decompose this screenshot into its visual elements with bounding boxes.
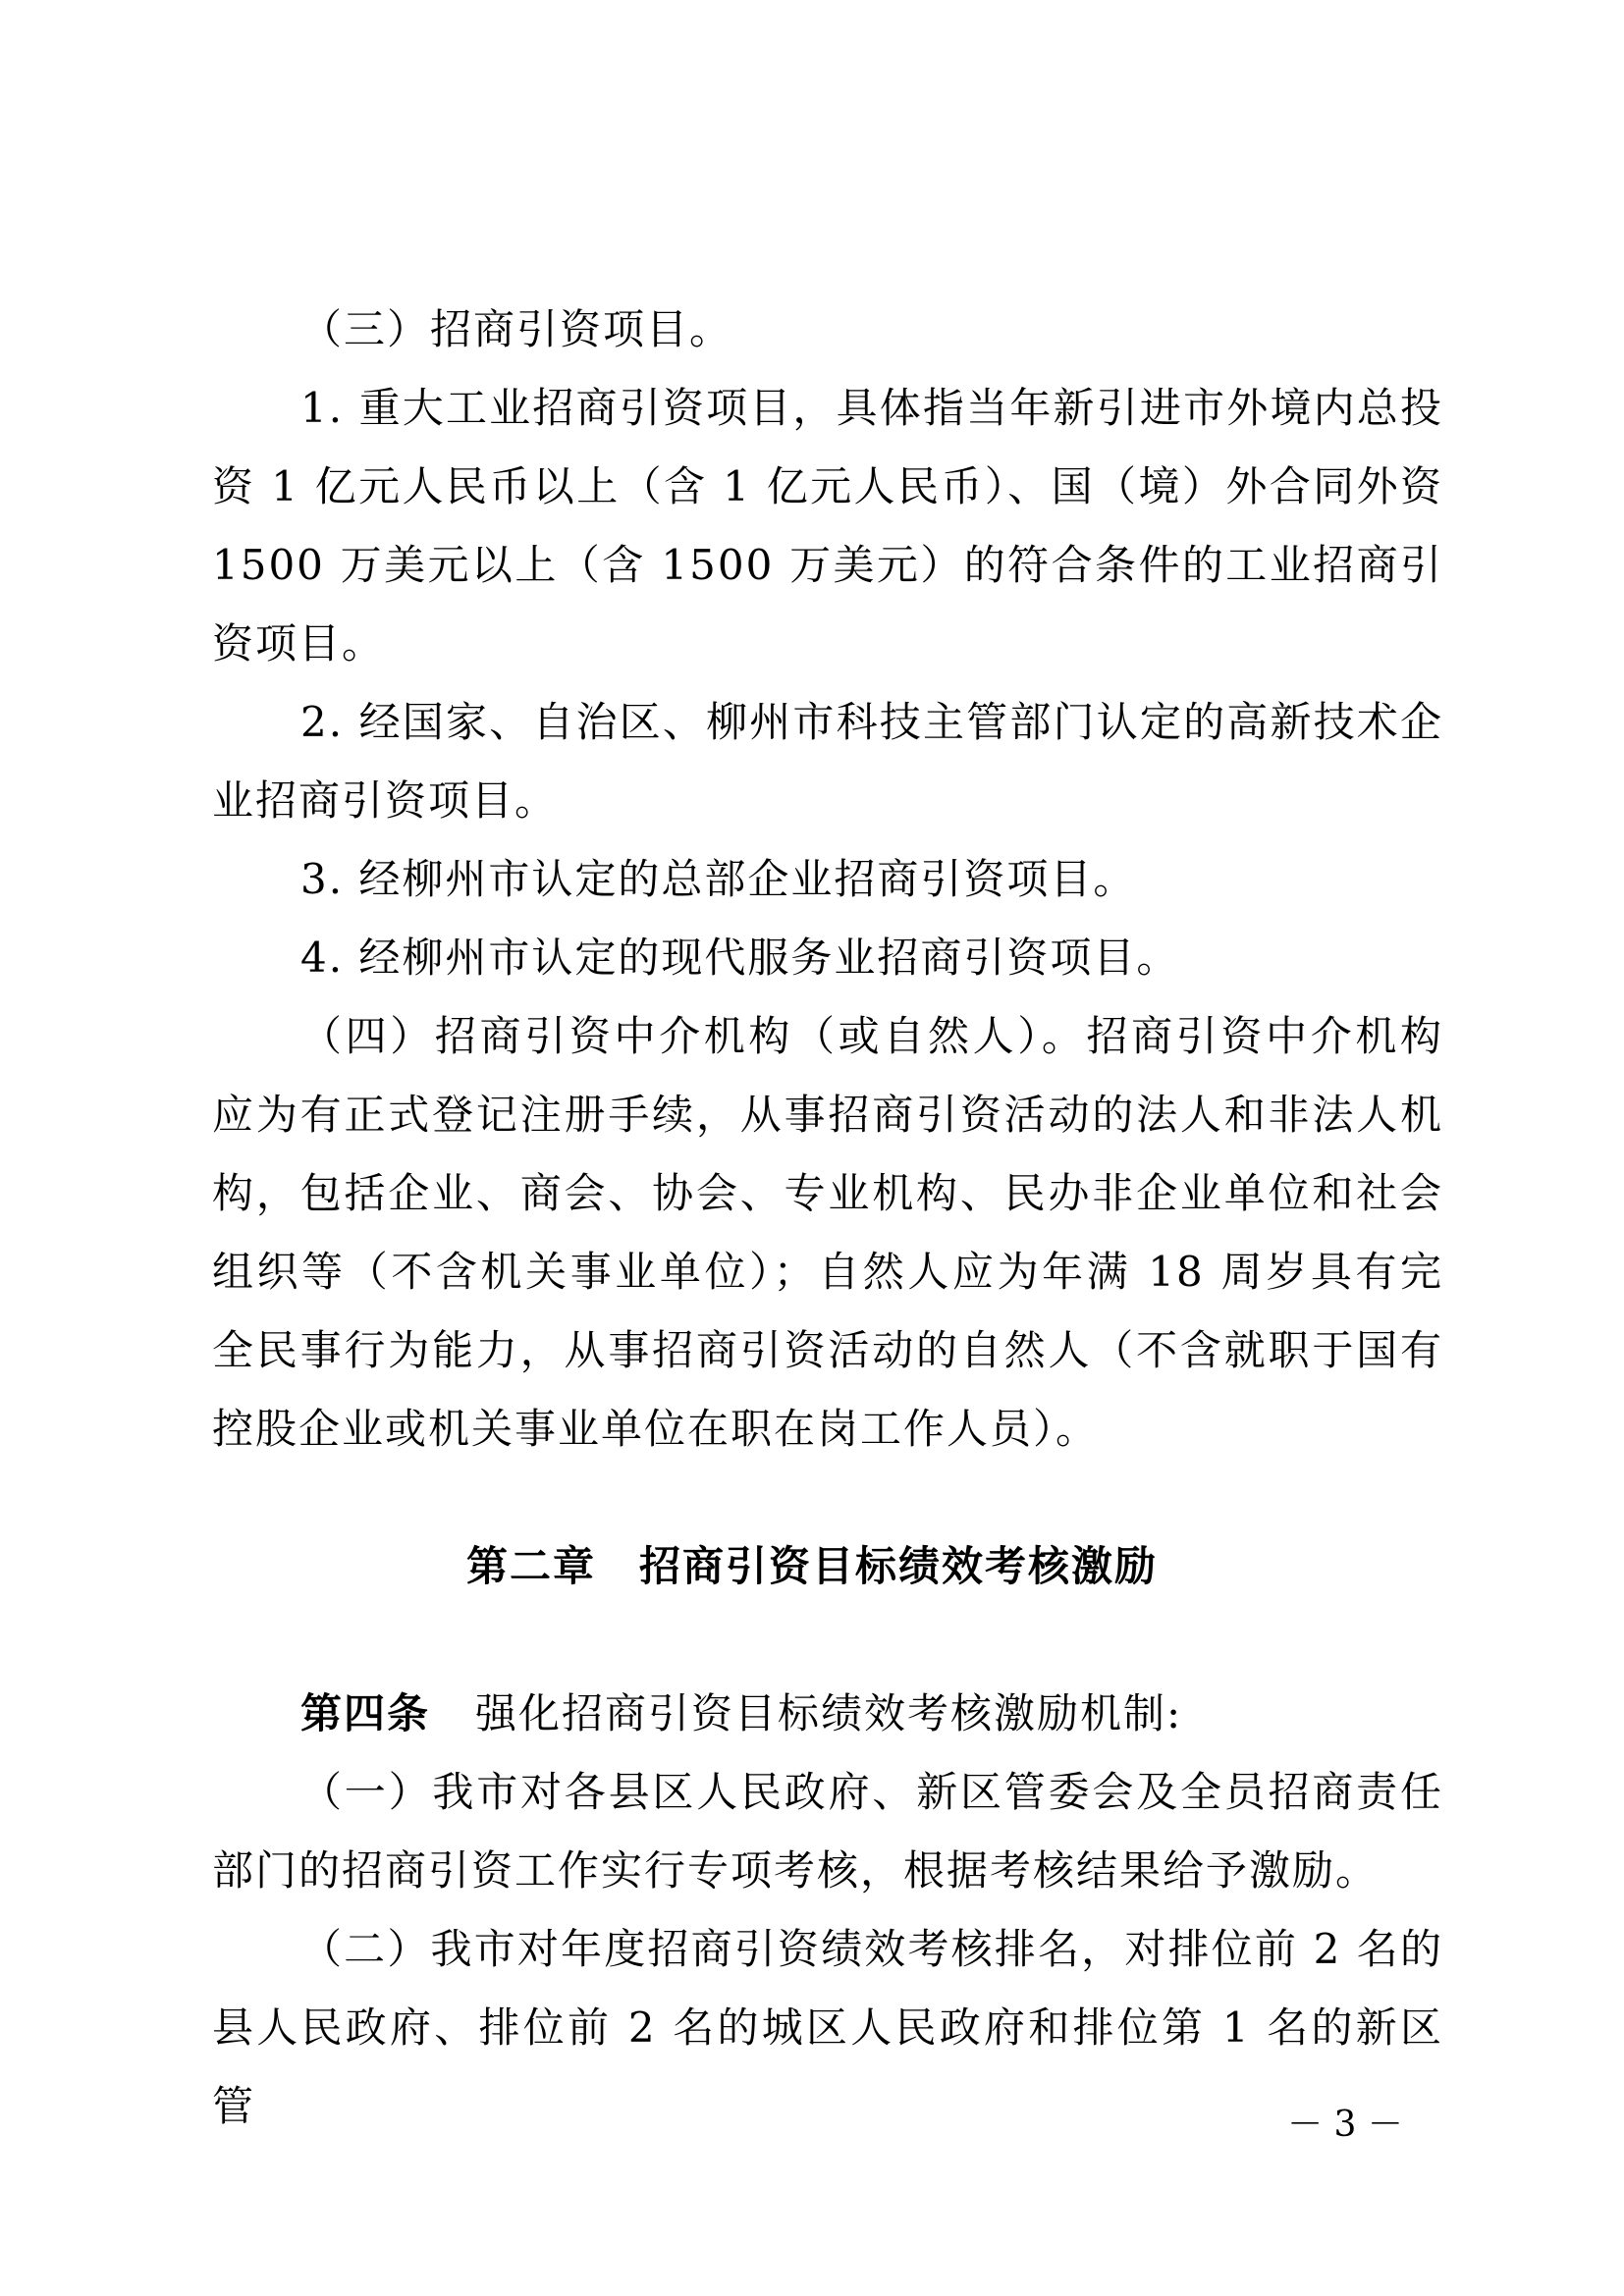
article-four-paragraph xyxy=(212,1675,1443,1753)
item-2-paragraph: 2. 经国家、自治区、柳州市科技主管部门认定的高新技术企业招商引资项目。 xyxy=(212,698,1443,825)
section-three-heading: （三）招商引资项目。 xyxy=(300,305,733,353)
article-label: 第四条 xyxy=(300,1689,431,1737)
item-3-paragraph: 3. 经柳州市认定的总部企业招商引资项目。 xyxy=(300,855,1137,903)
section-four-paragraph: （四）招商引资中介机构（或自然人）。招商引资中介机构应为有正式登记注册手续，从事招商引资活动的法人和非法人机构，包括企业、商会、协会、专业机构、民办非企业单位和社会组织等（不含机关事业单位）；自然人应为年满 18 周岁具有完全民事行为能力，从事招商引资活动的自然人（不含就职于国有控股企业或机关事业单位在职在岗工作人员）。 xyxy=(212,1012,1443,1453)
article-item-1-paragraph: （一）我市对各县区人民政府、新区管委会及全员招商责任部门的招商引资工作实行专项考核，根据考核结果给予激励。 xyxy=(212,1768,1443,1895)
page-number: － 3 － xyxy=(1287,2105,1403,2145)
article-item-2-paragraph: （二）我市对年度招商引资绩效考核排名，对排位前 2 名的县人民政府、排位前 2 名的城区人民政府和排位第 1 名的新区管 xyxy=(212,1925,1443,2130)
chapter-heading: 第二章 招商引资目标绩效考核激励 xyxy=(465,1542,1158,1590)
item-4-paragraph: 4. 经柳州市认定的现代服务业招商引资项目。 xyxy=(300,934,1180,982)
item-1-paragraph: 1. 重大工业招商引资项目，具体指当年新引进市外境内总投资 1 亿元人民币以上（含 1 亿元人民币）、国（境）外合同外资 1500 万美元以上（含 1500 万美元）的符合条件的工业招商引资项目。 xyxy=(212,384,1443,667)
article-text: 强化招商引资目标绩效考核激励机制: xyxy=(475,1689,1183,1737)
